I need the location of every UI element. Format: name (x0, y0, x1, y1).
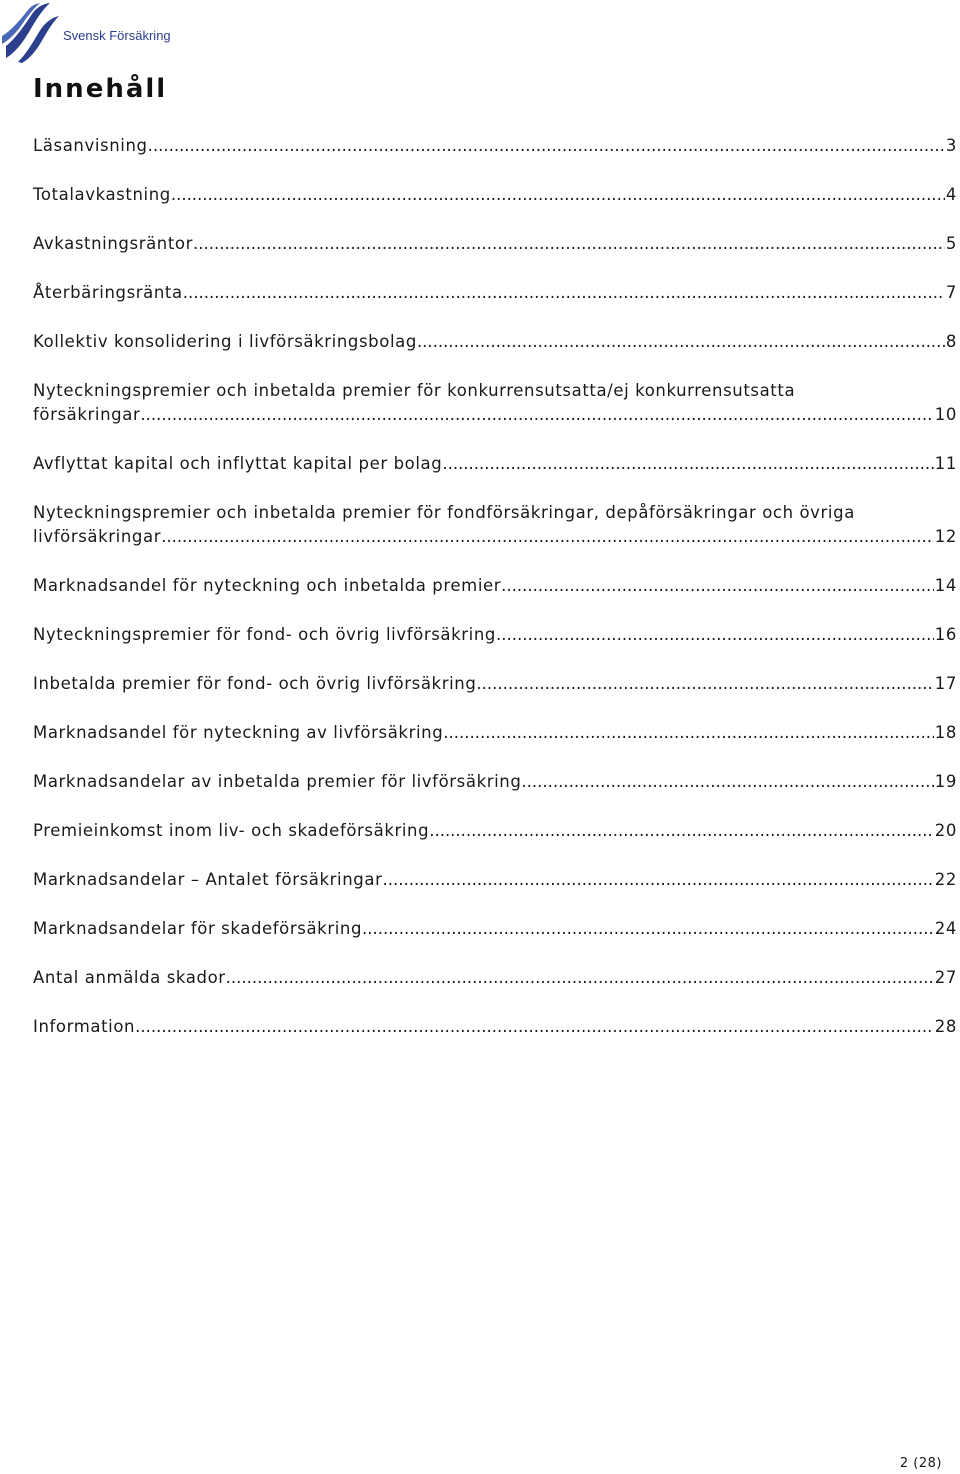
toc-entry-line (33, 966, 957, 990)
toc-entry-page-number: 27 (934, 968, 957, 987)
toc-entry[interactable] (33, 232, 957, 256)
toc-entry-line (33, 281, 957, 305)
toc-entry-title: Avkastningsräntor (33, 234, 193, 253)
toc-entry-line (33, 770, 957, 794)
toc-entry-title: försäkringar (33, 405, 141, 424)
dot-leader (496, 623, 934, 647)
toc-entry-line (33, 1015, 957, 1039)
toc-entry-page-number: 22 (934, 870, 957, 889)
dot-leader (417, 330, 945, 354)
toc-entry-line (33, 574, 957, 598)
toc-entry-page-number: 28 (934, 1017, 957, 1036)
toc-entry-title: Nyteckningspremier för fond- och övrig livförsäkring (33, 625, 496, 644)
toc-entry-title: Antal anmälda skador (33, 968, 226, 987)
dot-leader (429, 819, 934, 843)
dot-leader (443, 721, 934, 745)
dot-leader (362, 917, 934, 941)
toc-entry-page-number: 19 (934, 772, 957, 791)
toc-entry-line (33, 672, 957, 696)
toc-entry-line (33, 525, 957, 549)
toc-entry[interactable] (33, 917, 957, 941)
toc-entry-line (33, 868, 957, 892)
dot-leader (521, 770, 933, 794)
logo-wordmark: Svensk Försäkring (63, 28, 171, 43)
dot-leader (148, 134, 945, 158)
toc-entry-title: Marknadsandelar av inbetalda premier för livförsäkring (33, 772, 522, 791)
toc-entry-title-line: Nyteckningspremier och inbetalda premier för fondförsäkringar, depåförsäkringar och övriga (33, 503, 855, 522)
toc-entry[interactable] (33, 1015, 957, 1039)
toc-entry-title: Återbäringsränta (33, 283, 183, 302)
toc-entry-title: Information (33, 1017, 136, 1036)
dot-leader (476, 672, 933, 696)
toc-entry[interactable] (33, 868, 957, 892)
toc-entry-line (33, 403, 957, 427)
dot-leader (501, 574, 934, 598)
toc-entry[interactable] (33, 330, 957, 354)
toc-entry-title: Avflyttat kapital och inflyttat kapital per bolag (33, 454, 443, 473)
toc-entry-page-number: 17 (934, 674, 957, 693)
toc-entry-page-number: 8 (945, 332, 957, 351)
toc-entry[interactable] (33, 966, 957, 990)
toc-entry-line (33, 183, 957, 207)
dot-leader (226, 966, 934, 990)
toc-entry-page-number: 20 (934, 821, 957, 840)
toc-entry[interactable] (33, 721, 957, 745)
toc-entry-title: Totalavkastning (33, 185, 171, 204)
toc-entry-page-number: 3 (945, 136, 957, 155)
dot-leader (135, 1015, 934, 1039)
toc-title: Innehåll (33, 74, 168, 104)
toc-entry-page-number: 12 (934, 527, 957, 546)
toc-entry-line (33, 134, 957, 158)
dot-leader (382, 868, 933, 892)
toc-entry[interactable] (33, 501, 957, 549)
toc-entry-title: Marknadsandel för nyteckning och inbetalda premier (33, 576, 502, 595)
toc-entry[interactable] (33, 623, 957, 647)
toc-entry-title: Marknadsandelar för skadeförsäkring (33, 919, 363, 938)
toc-entry-line (33, 819, 957, 843)
toc-entry[interactable] (33, 819, 957, 843)
toc-entry-line (33, 452, 957, 476)
toc-entry-line (33, 917, 957, 941)
dot-leader (171, 183, 945, 207)
toc-entry-line (33, 330, 957, 354)
dot-leader (140, 403, 933, 427)
toc-entry-page-number: 7 (945, 283, 957, 302)
toc-entry-line (33, 232, 957, 256)
toc-entry-page-number: 16 (934, 625, 957, 644)
toc-entry[interactable] (33, 574, 957, 598)
toc-entry[interactable] (33, 134, 957, 158)
dot-leader (183, 281, 945, 305)
toc-entry-page-number: 24 (934, 919, 957, 938)
toc-entry[interactable] (33, 379, 957, 427)
toc-entry[interactable] (33, 672, 957, 696)
dot-leader (161, 525, 934, 549)
page-number-footer: 2 (28) (899, 1456, 942, 1471)
toc-entry-line (33, 623, 957, 647)
toc-entry-page-number: 14 (934, 576, 957, 595)
toc-entry[interactable] (33, 281, 957, 305)
toc-entry-title: Kollektiv konsolidering i livförsäkringsbolag (33, 332, 417, 351)
table-of-contents (33, 134, 957, 1064)
dot-leader (193, 232, 945, 256)
toc-entry-page-number: 5 (945, 234, 957, 253)
toc-entry-page-number: 11 (934, 454, 957, 473)
toc-entry-line (33, 721, 957, 745)
toc-entry[interactable] (33, 183, 957, 207)
company-logo (2, 2, 172, 64)
dot-leader (442, 452, 933, 476)
toc-entry-title: Marknadsandelar – Antalet försäkringar (33, 870, 383, 889)
toc-entry-title: livförsäkringar (33, 527, 162, 546)
toc-entry-title: Marknadsandel för nyteckning av livförsäkring (33, 723, 444, 742)
toc-entry-page-number: 4 (945, 185, 957, 204)
toc-entry-title-line: Nyteckningspremier och inbetalda premier för konkurrensutsatta/ej konkurrensutsatta (33, 381, 796, 400)
toc-entry-page-number: 18 (934, 723, 957, 742)
toc-entry-title: Inbetalda premier för fond- och övrig livförsäkring (33, 674, 477, 693)
toc-entry[interactable] (33, 770, 957, 794)
toc-entry-page-number: 10 (934, 405, 957, 424)
toc-entry-title: Läsanvisning (33, 136, 148, 155)
toc-entry[interactable] (33, 452, 957, 476)
svensk-forsakring-wave-icon (2, 2, 62, 64)
toc-entry-title: Premieinkomst inom liv- och skadeförsäkring (33, 821, 430, 840)
